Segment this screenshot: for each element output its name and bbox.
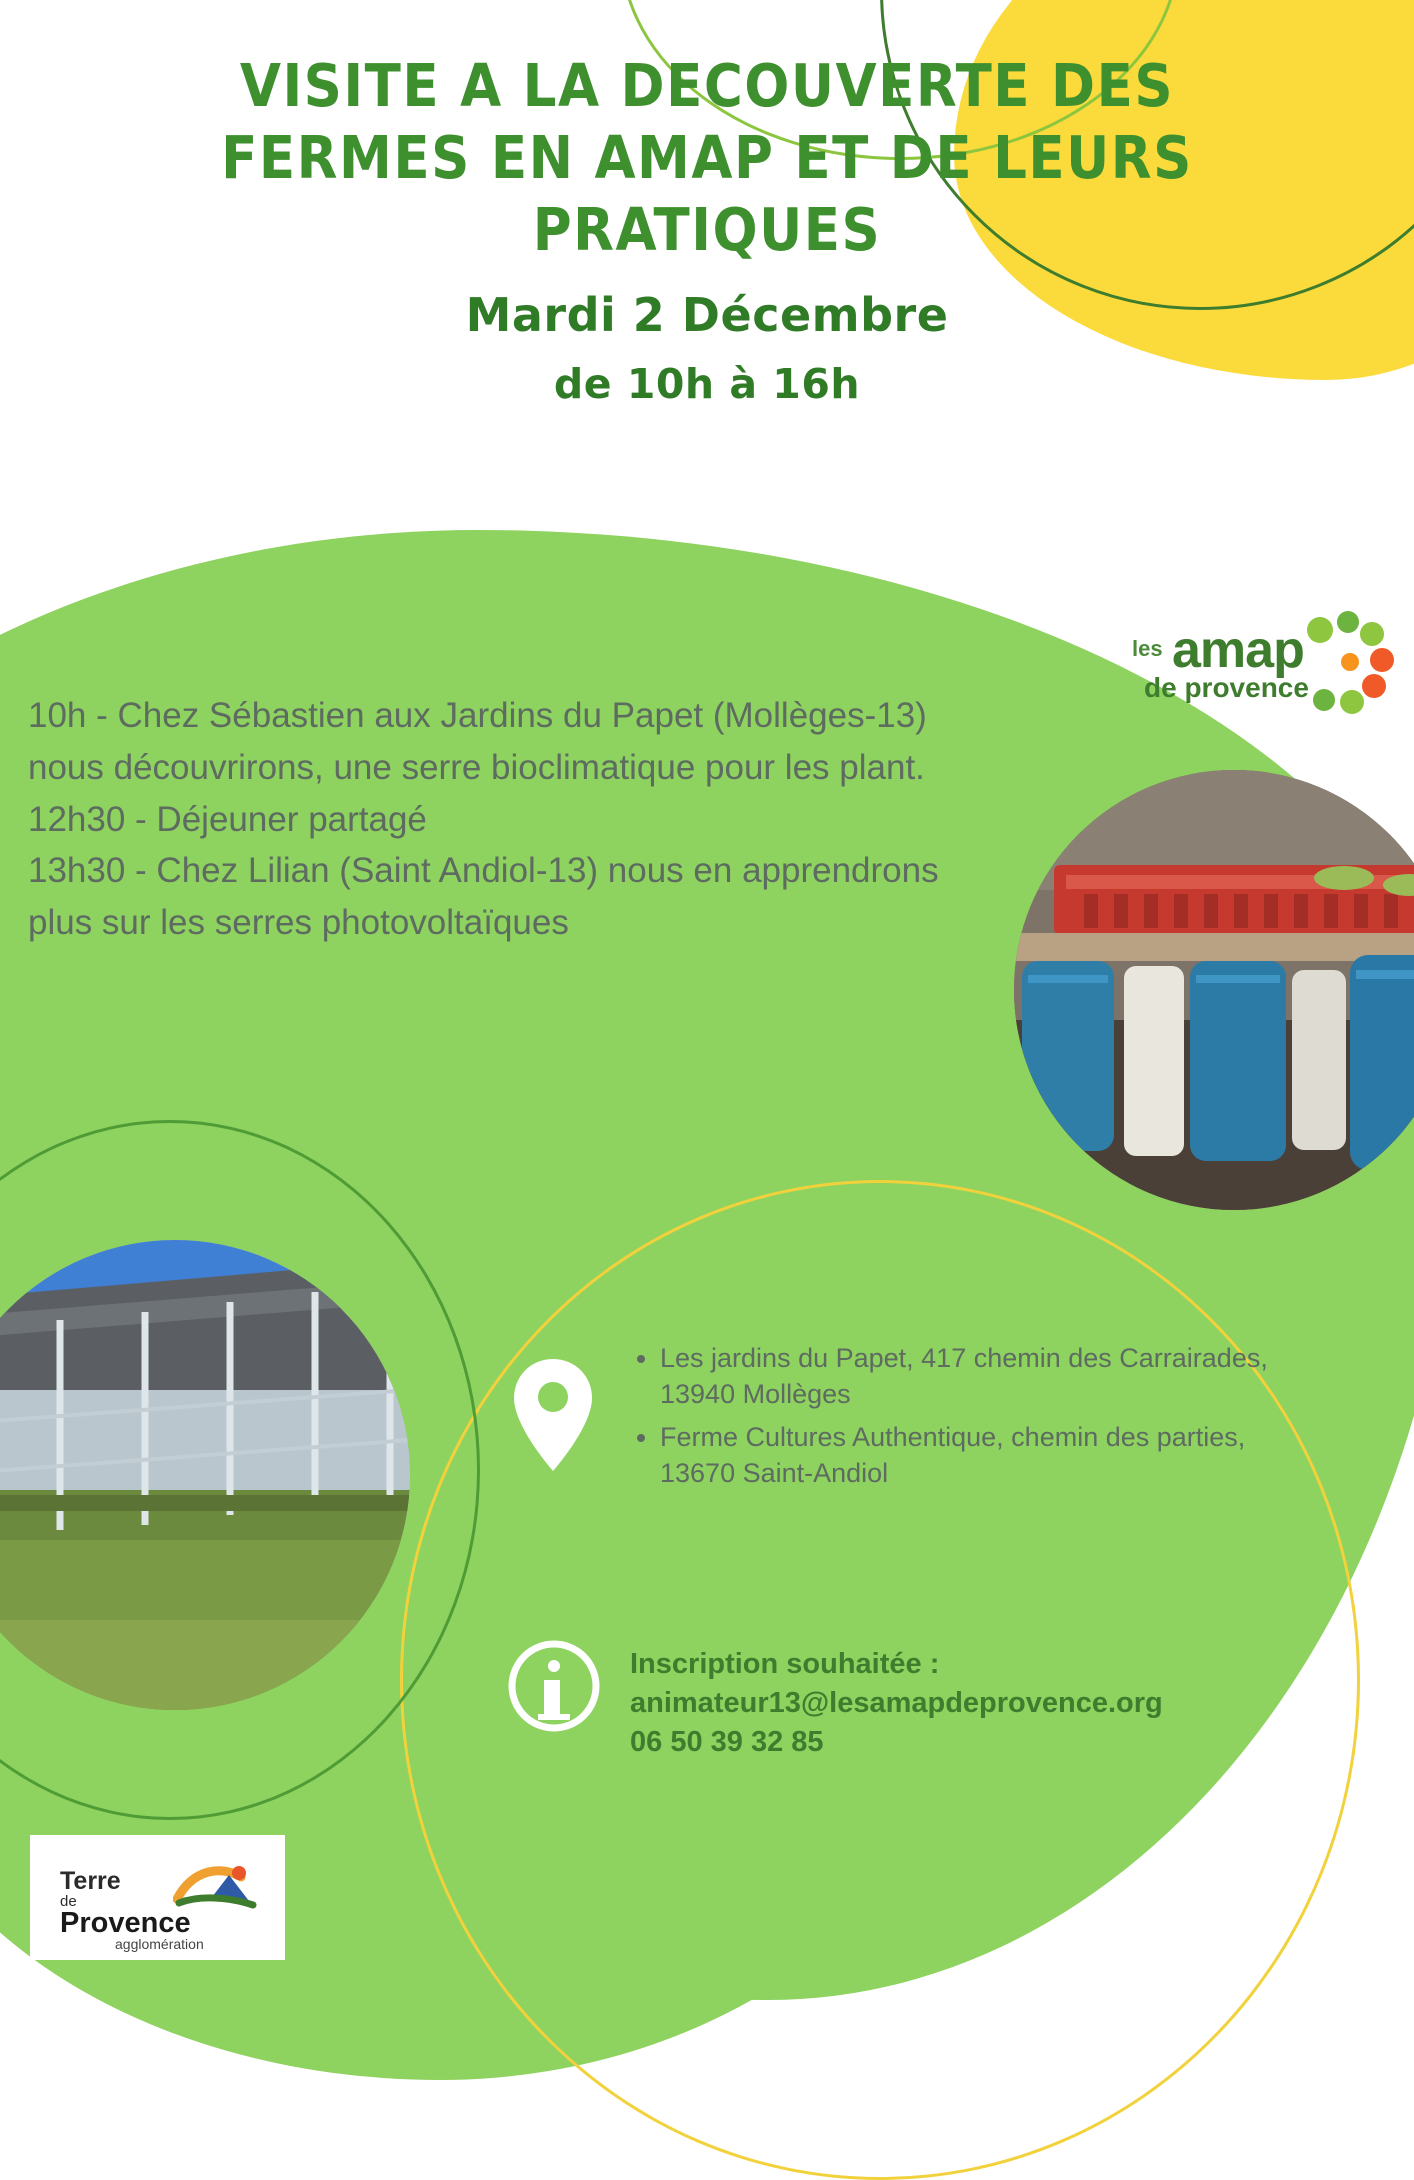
event-date: Mardi 2 Décembre [465, 287, 949, 342]
partner-logo-agglomeration: agglomération [115, 1936, 204, 1952]
registration-label: Inscription souhaitée : [630, 1648, 940, 1680]
page-title: VISITE A LA DECOUVERTE DES FERMES EN AMAP ET DE LEURS PRATIQUES [221, 51, 1193, 264]
event-time: de 10h à 16h [553, 359, 861, 408]
partner-logo-terre-de-provence [30, 1835, 285, 1960]
partner-logo-terre: Terre [60, 1867, 121, 1895]
partner-logo-de: de [60, 1893, 77, 1910]
poster-header [0, 50, 1414, 408]
contact-block [630, 1645, 1270, 1762]
list-item: • Ferme Cultures Authentique, chemin des parties, 13670 Saint-Andiol [660, 1419, 1270, 1492]
addresses-list [630, 1340, 1270, 1498]
programme-line-3: 13h30 - Chez Lilian (Saint Andiol-13) nous en apprendrons plus sur les serres photovoltaïques [28, 851, 949, 943]
programme-block [28, 690, 988, 949]
amap-logo [1124, 600, 1394, 750]
info-icon [508, 1640, 600, 1737]
amap-logo-les: les [1132, 636, 1163, 661]
partner-logo-provence: Provence [60, 1907, 191, 1939]
programme-line-2: 12h30 - Déjeuner partagé [28, 799, 427, 839]
location-pin-icon [510, 1355, 596, 1480]
amap-logo-amap: amap [1172, 621, 1304, 679]
contact-phone[interactable]: 06 50 39 32 85 [630, 1725, 824, 1758]
amap-logo-de-provence: de provence [1144, 672, 1309, 703]
list-item: • Les jardins du Papet, 417 chemin des Carrairades, 13940 Mollèges [660, 1340, 1270, 1413]
programme-line-1: 10h - Chez Sébastien aux Jardins du Papet (Mollèges-13) nous découvrirons, une serre bioclimatique pour les plant. [28, 696, 937, 787]
contact-email[interactable]: animateur13@lesamapdeprovence.org [630, 1686, 1163, 1719]
